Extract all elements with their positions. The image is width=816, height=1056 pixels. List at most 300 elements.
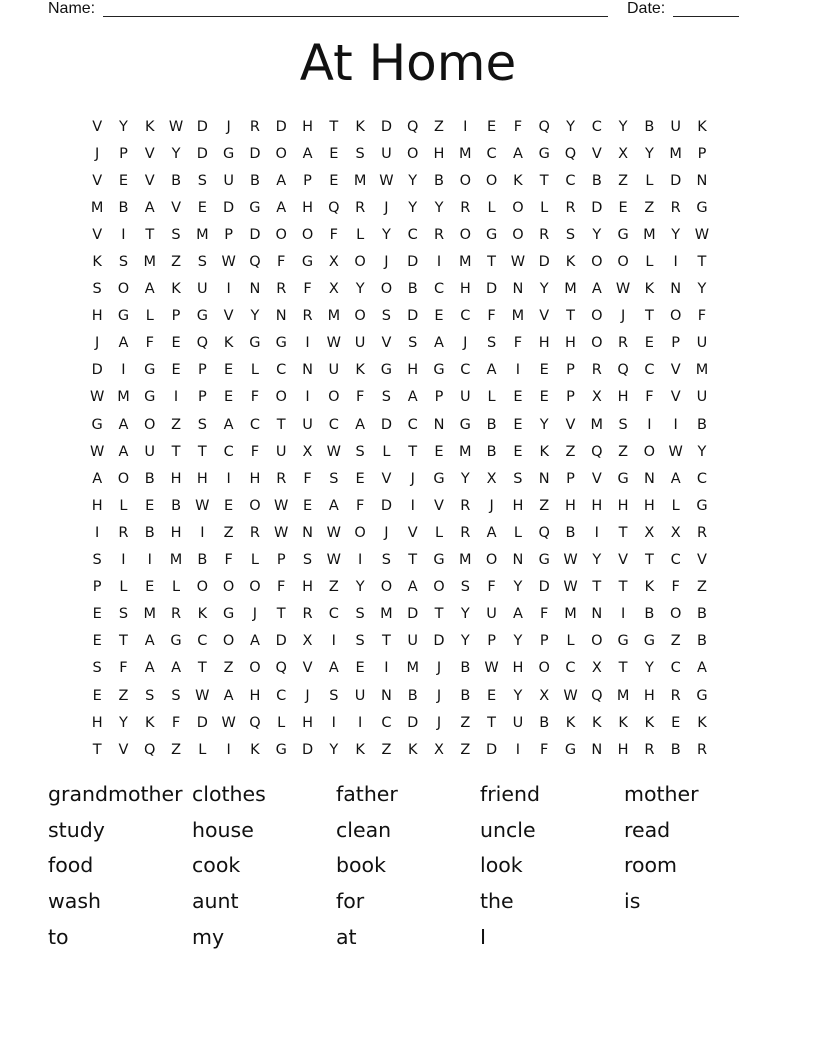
grid-letter: R <box>696 524 708 541</box>
grid-letter: V <box>118 741 129 758</box>
grid-letter: E <box>644 335 654 352</box>
grid-letter: R <box>591 362 602 379</box>
grid-letter: C <box>328 606 339 623</box>
grid-letter: J <box>436 687 442 704</box>
grid-letter: N <box>591 606 603 623</box>
grid-letter: Z <box>118 687 129 704</box>
grid-letter: T <box>487 714 497 731</box>
grid-letter: B <box>118 199 129 216</box>
grid-letter: H <box>565 335 576 352</box>
grid-letter: Y <box>539 281 549 298</box>
grid-letter: K <box>644 714 655 731</box>
grid-letter: N <box>512 281 524 298</box>
grid-letter: C <box>460 362 471 379</box>
grid-row <box>84 357 715 384</box>
grid-letter: X <box>486 470 497 487</box>
grid-letter: D <box>407 606 419 623</box>
grid-letter: W <box>274 524 289 541</box>
grid-letter: H <box>512 497 524 514</box>
grid-letter: Z <box>460 714 471 731</box>
grid-letter: Y <box>592 552 602 569</box>
grid-letter: Y <box>119 118 128 135</box>
grid-letter: U <box>302 416 313 433</box>
grid-letter: I <box>331 633 336 650</box>
grid-letter: R <box>276 281 287 298</box>
grid-letter: B <box>486 416 497 433</box>
grid-letter: D <box>380 118 392 135</box>
grid-letter: G <box>538 552 550 569</box>
grid-letter: O <box>459 172 472 189</box>
grid-letter: B <box>644 118 655 135</box>
grid-letter: I <box>410 497 415 514</box>
grid-letter: C <box>276 687 287 704</box>
grid-letter: Z <box>460 741 471 758</box>
grid-letter: P <box>539 633 549 650</box>
grid-letter: B <box>486 443 497 460</box>
grid-letter: Y <box>460 606 470 623</box>
grid-letter: V <box>171 199 181 216</box>
grid-row <box>84 384 715 411</box>
grid-letter: X <box>618 145 629 162</box>
grid-letter: T <box>618 579 628 596</box>
grid-letter: T <box>119 633 128 650</box>
grid-letter: F <box>671 579 680 596</box>
grid-letter: X <box>328 254 339 271</box>
grid-letter: E <box>92 687 102 704</box>
grid-letter: A <box>276 172 287 189</box>
grid-letter: G <box>696 687 708 704</box>
grid-letter: S <box>92 281 102 298</box>
grid-letter: G <box>275 335 287 352</box>
grid-letter: B <box>670 741 681 758</box>
grid-letter: T <box>487 254 497 271</box>
grid-letter: P <box>119 145 128 162</box>
grid-letter: E <box>197 199 207 216</box>
grid-row <box>84 547 715 574</box>
grid-letter: U <box>197 281 208 298</box>
grid-letter: B <box>407 281 418 298</box>
grid-letter: F <box>303 281 312 298</box>
word-bank-item: friend <box>480 781 540 806</box>
grid-letter: H <box>591 497 603 514</box>
name-label: Name: <box>48 0 96 17</box>
grid-letter: P <box>171 308 181 325</box>
grid-letter: Z <box>434 118 444 135</box>
grid-letter: K <box>697 714 707 731</box>
grid-letter: Q <box>407 118 419 135</box>
grid-letter: B <box>434 172 444 189</box>
grid-letter: V <box>670 389 681 406</box>
grid-letter: K <box>355 741 365 758</box>
grid-letter: F <box>250 443 260 460</box>
grid-letter: R <box>118 524 129 541</box>
grid-letter: H <box>170 524 182 541</box>
grid-letter: Y <box>513 633 523 650</box>
grid-letter: L <box>566 633 575 650</box>
grid-letter: C <box>591 118 602 135</box>
grid-letter: D <box>407 308 419 325</box>
grid-letter: S <box>355 443 365 460</box>
grid-letter: J <box>620 308 626 325</box>
grid-letter: Y <box>697 281 707 298</box>
grid-letter: I <box>226 741 231 758</box>
grid-letter: T <box>592 579 602 596</box>
grid-letter: R <box>249 118 260 135</box>
grid-letter: C <box>197 633 208 650</box>
grid-letter: B <box>171 497 182 514</box>
word-bank-item: study <box>48 817 105 842</box>
grid-letter: Z <box>171 416 181 433</box>
grid-letter: N <box>696 172 708 189</box>
grid-letter: O <box>144 416 156 433</box>
grid-letter: I <box>620 606 626 623</box>
grid-letter: U <box>407 633 419 650</box>
grid-letter: S <box>171 687 181 704</box>
grid-letter: I <box>647 416 652 433</box>
grid-letter: D <box>670 172 682 189</box>
grid-letter: I <box>515 741 521 758</box>
grid-letter: V <box>407 524 418 541</box>
grid-letter: M <box>643 226 656 243</box>
grid-letter: T <box>276 416 286 433</box>
grid-letter: D <box>301 741 314 758</box>
grid-letter: J <box>95 335 100 352</box>
grid-letter: H <box>643 497 655 514</box>
grid-letter: M <box>695 362 709 379</box>
grid-letter: J <box>489 497 494 514</box>
grid-letter: A <box>92 470 103 487</box>
grid-letter: G <box>144 362 156 379</box>
grid-letter: M <box>327 308 341 325</box>
grid-row <box>84 465 715 492</box>
grid-letter: F <box>540 606 549 623</box>
grid-letter: G <box>564 741 577 758</box>
grid-letter: A <box>118 335 129 352</box>
grid-letter: V <box>144 172 155 189</box>
grid-letter: H <box>91 497 103 514</box>
grid-letter: X <box>591 389 602 406</box>
grid-letter: R <box>644 741 655 758</box>
grid-letter: Y <box>171 145 181 162</box>
grid-row <box>84 330 715 357</box>
grid-letter: O <box>275 389 287 406</box>
grid-letter: M <box>616 687 630 704</box>
grid-letter: Z <box>328 579 339 596</box>
grid-letter: Q <box>249 254 261 271</box>
grid-letter: M <box>353 172 367 189</box>
grid-letter: P <box>566 389 575 406</box>
grid-letter: Z <box>223 524 234 541</box>
grid-letter: J <box>384 199 389 216</box>
grid-row <box>84 303 715 330</box>
grid-letter: I <box>331 714 336 731</box>
grid-letter: L <box>145 308 154 325</box>
grid-letter: O <box>591 254 603 271</box>
grid-letter: K <box>592 714 602 731</box>
grid-letter: G <box>696 497 708 514</box>
grid-letter: G <box>485 226 498 243</box>
grid-letter: V <box>302 660 313 677</box>
grid-letter: V <box>92 118 103 135</box>
grid-letter: O <box>485 172 498 189</box>
grid-letter: E <box>434 308 444 325</box>
grid-letter: P <box>197 362 207 379</box>
grid-letter: I <box>121 552 126 569</box>
grid-letter: H <box>617 497 629 514</box>
grid-letter: L <box>277 714 286 731</box>
grid-letter: N <box>249 281 261 298</box>
grid-letter: Z <box>697 579 707 596</box>
grid-letter: B <box>144 524 155 541</box>
grid-letter: M <box>90 199 104 216</box>
grid-letter: O <box>617 254 629 271</box>
grid-letter: M <box>564 281 577 298</box>
grid-letter: G <box>433 552 445 569</box>
grid-letter: W <box>274 497 289 514</box>
grid-letter: Y <box>460 633 470 650</box>
grid-letter: F <box>540 741 549 758</box>
grid-letter: I <box>673 254 678 271</box>
grid-letter: E <box>92 606 102 623</box>
grid-letter: A <box>591 281 602 298</box>
grid-letter: J <box>384 524 389 541</box>
grid-letter: D <box>433 633 445 650</box>
word-bank-item: grandmother <box>48 781 183 806</box>
word-bank-row <box>48 847 768 883</box>
date-blank-line[interactable] <box>673 16 739 17</box>
word-bank-item: is <box>624 888 641 913</box>
grid-letter: A <box>697 660 707 677</box>
grid-letter: G <box>223 606 235 623</box>
grid-row <box>84 276 715 303</box>
grid-letter: A <box>302 145 313 162</box>
grid-letter: Q <box>144 741 156 758</box>
grid-letter: N <box>538 470 550 487</box>
grid-letter: K <box>539 443 549 460</box>
grid-letter: M <box>406 660 419 677</box>
grid-letter: U <box>459 389 471 406</box>
grid-letter: H <box>643 687 655 704</box>
grid-letter: E <box>355 470 365 487</box>
grid-letter: E <box>434 443 444 460</box>
grid-letter: G <box>249 335 261 352</box>
grid-row <box>84 194 715 221</box>
grid-letter: T <box>408 552 418 569</box>
grid-letter: L <box>434 524 444 541</box>
grid-letter: M <box>196 226 209 243</box>
grid-letter: T <box>434 606 444 623</box>
grid-letter: G <box>223 145 235 162</box>
grid-letter: S <box>197 172 207 189</box>
word-bank-item: for <box>336 888 365 913</box>
grid-letter: N <box>643 470 655 487</box>
grid-letter: O <box>222 633 235 650</box>
grid-letter: F <box>171 714 181 731</box>
grid-letter: D <box>380 497 392 514</box>
grid-letter: O <box>669 606 682 623</box>
grid-letter: Z <box>565 443 576 460</box>
grid-letter: L <box>250 362 259 379</box>
grid-letter: T <box>618 660 628 677</box>
grid-letter: S <box>513 470 523 487</box>
grid-letter: Y <box>355 281 365 298</box>
grid-letter: F <box>487 579 496 596</box>
grid-letter: E <box>618 199 628 216</box>
grid-letter: L <box>645 254 654 271</box>
grid-letter: A <box>144 633 155 650</box>
grid-letter: R <box>433 226 445 243</box>
grid-row <box>84 628 715 655</box>
grid-letter: W <box>221 254 236 271</box>
letter-grid <box>84 113 715 763</box>
grid-letter: E <box>513 416 523 433</box>
grid-letter: B <box>144 470 155 487</box>
grid-letter: B <box>249 172 260 189</box>
grid-letter: C <box>328 416 339 433</box>
grid-letter: W <box>221 714 236 731</box>
grid-letter: L <box>119 497 128 514</box>
grid-letter: H <box>302 579 313 596</box>
grid-letter: K <box>644 281 655 298</box>
grid-letter: S <box>355 145 365 162</box>
grid-letter: O <box>512 226 524 243</box>
grid-letter: V <box>539 308 550 325</box>
grid-letter: M <box>459 552 472 569</box>
grid-letter: G <box>617 226 629 243</box>
grid-letter: F <box>329 226 338 243</box>
grid-letter: O <box>485 552 498 569</box>
grid-letter: H <box>617 389 629 406</box>
grid-letter: N <box>512 552 524 569</box>
grid-letter: F <box>513 118 523 135</box>
grid-letter: C <box>460 308 471 325</box>
grid-row <box>84 682 715 709</box>
grid-letter: W <box>326 335 341 352</box>
grid-letter: F <box>250 389 260 406</box>
grid-letter: T <box>197 443 207 460</box>
grid-letter: E <box>539 389 549 406</box>
grid-letter: I <box>594 524 599 541</box>
grid-letter: H <box>302 714 313 731</box>
grid-letter: H <box>249 470 261 487</box>
grid-letter: I <box>357 714 363 731</box>
grid-letter: S <box>197 416 207 433</box>
grid-letter: V <box>591 470 602 487</box>
grid-letter: L <box>487 199 496 216</box>
grid-letter: Y <box>408 199 418 216</box>
grid-letter: H <box>565 497 576 514</box>
grid-row <box>84 655 715 682</box>
grid-letter: J <box>226 118 231 135</box>
grid-letter: R <box>302 606 313 623</box>
grid-letter: W <box>195 497 210 514</box>
grid-letter: A <box>118 416 129 433</box>
grid-row <box>84 221 715 248</box>
grid-row <box>84 519 715 546</box>
grid-letter: S <box>302 552 313 569</box>
grid-letter: S <box>355 606 365 623</box>
grid-letter: B <box>697 606 707 623</box>
grid-letter: H <box>302 199 313 216</box>
grid-letter: X <box>670 524 681 541</box>
word-bank-row <box>48 776 768 812</box>
grid-letter: R <box>249 524 260 541</box>
grid-letter: M <box>143 254 156 271</box>
grid-letter: R <box>696 741 708 758</box>
word-bank-item: aunt <box>192 888 239 913</box>
grid-letter: S <box>381 552 392 569</box>
grid-letter: K <box>644 579 655 596</box>
grid-letter: Z <box>618 443 629 460</box>
grid-letter: I <box>226 281 231 298</box>
grid-letter: D <box>196 145 208 162</box>
grid-letter: P <box>697 145 707 162</box>
grid-letter: S <box>381 389 392 406</box>
grid-letter: Z <box>171 741 181 758</box>
grid-letter: Q <box>564 145 577 162</box>
word-bank-item: look <box>480 853 523 878</box>
grid-letter: W <box>668 443 683 460</box>
grid-letter: O <box>196 579 209 596</box>
grid-letter: S <box>381 308 392 325</box>
grid-letter: B <box>539 714 550 731</box>
grid-letter: K <box>144 714 155 731</box>
grid-letter: Y <box>566 118 575 135</box>
grid-letter: A <box>276 199 287 216</box>
grid-letter: U <box>696 389 708 406</box>
grid-letter: I <box>121 226 126 243</box>
grid-row <box>84 709 715 736</box>
grid-letter: E <box>171 362 181 379</box>
grid-letter: K <box>144 118 155 135</box>
grid-letter: S <box>460 579 470 596</box>
grid-letter: K <box>171 281 181 298</box>
grid-letter: H <box>433 145 445 162</box>
grid-letter: I <box>226 470 231 487</box>
grid-letter: Z <box>223 660 234 677</box>
grid-letter: P <box>566 470 575 487</box>
grid-letter: T <box>644 308 654 325</box>
grid-letter: J <box>410 470 415 487</box>
grid-letter: K <box>513 172 523 189</box>
grid-letter: O <box>249 660 261 677</box>
grid-letter: D <box>538 254 550 271</box>
grid-letter: O <box>328 389 340 406</box>
word-bank-item: to <box>48 924 69 949</box>
grid-letter: E <box>302 497 313 514</box>
grid-letter: A <box>171 660 181 677</box>
grid-letter: A <box>223 416 234 433</box>
grid-letter: Z <box>539 497 550 514</box>
grid-letter: G <box>433 470 445 487</box>
grid-letter: A <box>670 470 681 487</box>
grid-letter: N <box>380 687 392 704</box>
grid-letter: J <box>95 145 100 162</box>
grid-letter: G <box>433 362 445 379</box>
grid-letter: T <box>171 443 181 460</box>
grid-letter: K <box>197 606 208 623</box>
word-bank-item: father <box>336 781 398 806</box>
name-blank-line[interactable] <box>103 16 608 17</box>
word-bank-item: wash <box>48 888 102 913</box>
grid-letter: A <box>512 145 523 162</box>
grid-letter: P <box>224 226 233 243</box>
grid-letter: A <box>512 606 523 623</box>
grid-letter: T <box>539 172 549 189</box>
grid-letter: Q <box>249 714 261 731</box>
grid-letter: A <box>407 579 418 596</box>
grid-letter: A <box>144 281 155 298</box>
